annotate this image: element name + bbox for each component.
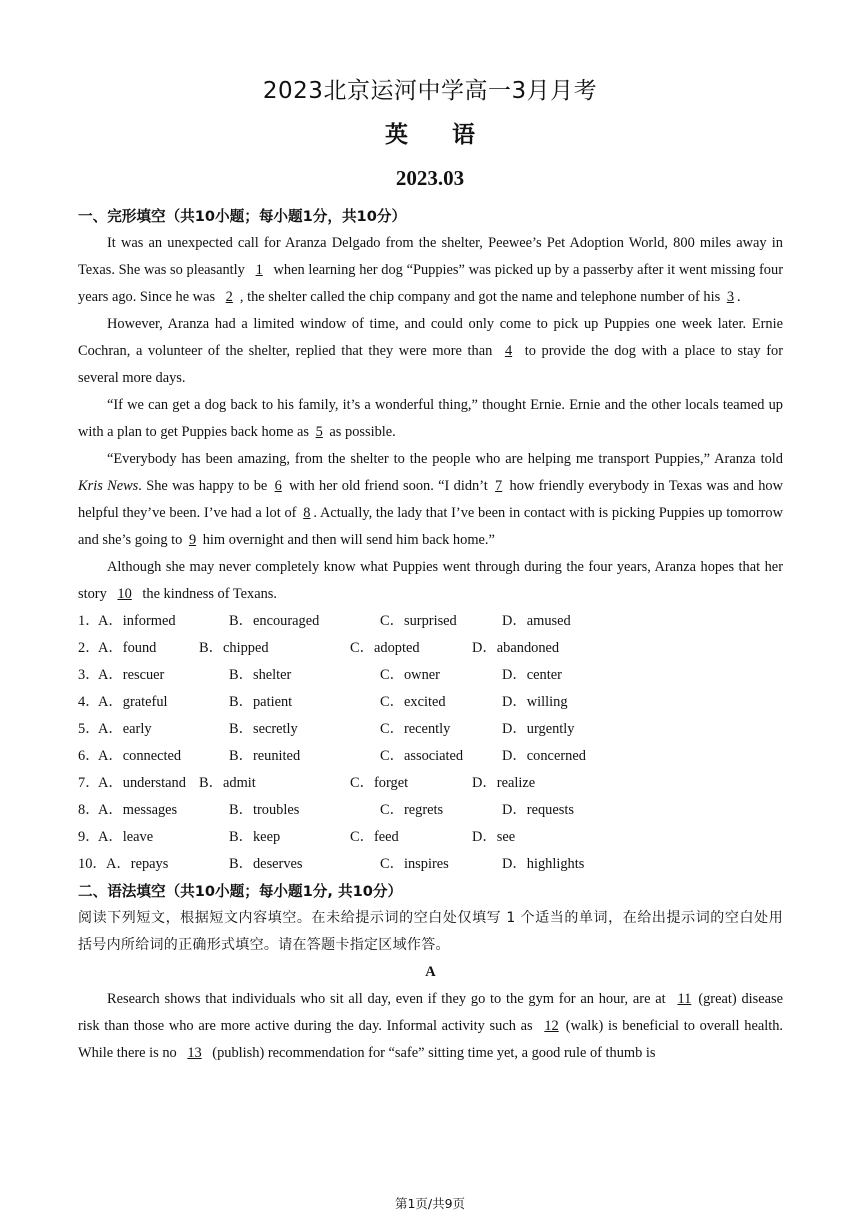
subject-char-2: 语: [452, 122, 475, 148]
option-row-6: 6． A．connected B．reunited C．associated D．concerned: [78, 748, 586, 764]
section2-instruction: 阅读下列短文，根据短文内容填空。在未给提示词的空白处仅填写 1 个适当的单词，在给出提示词的空白处用括号内所给词的正确形式填空。请在答题卡指定区域作答。: [78, 910, 783, 953]
section1-heading: 一、完形填空（共10小题；每小题1分，共10分）: [78, 208, 407, 225]
option-row-10: 10． A．repays B．deserves C．inspires D．highlights: [78, 856, 585, 872]
option-row-9: 9． A．leave B．keep C．feed D．see: [78, 829, 516, 845]
cloze-paragraph-3: “If we can get a dog back to his family, it’s a wonderful thing,” thought Ernie. Ernie and the other locals teamed up with a plan to get Puppies back home as 5 as possible.: [78, 397, 783, 440]
subject-title: [0, 116, 860, 149]
cloze-paragraph-5: Although she may never completely know what Puppies went through during the four years, Aranza hopes that her story 10 the kindness of Texans.: [78, 559, 783, 602]
cloze-paragraph-2: However, Aranza had a limited window of time, and could only come to pick up Puppies one week later. Ernie Cochran, a volunteer of the shelter, replied that they were more than 4 to provide the dog with a place to stay for several more days.: [78, 316, 784, 386]
part-a-label: A: [425, 964, 436, 980]
blank-7: 7: [495, 478, 503, 494]
option-row-7: 7． A．understand B．admit C．forget D．realize: [78, 775, 536, 791]
option-row-8: 8． A．messages B．troubles C．regrets D．requests: [78, 802, 574, 818]
option-row-1: 1． A．informed B．encouraged C．surprised D．amused: [78, 613, 571, 629]
blank-10: 10: [117, 586, 132, 602]
subject-char-1: 英: [385, 122, 408, 148]
blank-8: 8: [303, 505, 311, 521]
option-row-3: 3． A．rescuer B．shelter C．owner D．center: [78, 667, 562, 683]
option-row-5: 5． A．early B．secretly C．recently D．urgently: [78, 721, 575, 737]
blank-11: 11: [677, 991, 692, 1007]
blank-3: 3: [726, 289, 735, 305]
cloze-paragraph-1: It was an unexpected call for Aranza Delgado from the shelter, Peewee’s Pet Adoption World, 800 miles away in Texas. She was so pleasantly 1 when learning her dog “Puppies” was picked up by a passerby after it went missing four years ago. Since he was 2 , the shelter called the chip company and got the name and telephone number of his 3 .: [78, 235, 783, 305]
option-row-2: 2． A．found B．chipped C．adopted D．abandoned: [78, 640, 560, 656]
options-list: [78, 608, 783, 878]
blank-5: 5: [315, 424, 323, 440]
kris-news: Kris News: [78, 478, 139, 494]
grammar-paragraph-1: Research shows that individuals who sit all day, even if they go to the gym for an hour, are at 11 (great) disease risk than those who are more active during the day. Informal activity such as 12 (walk) is beneficial to overall health. While there is no 13 (publish) recommendation for “safe” sitting time yet, a good rule of thumb is: [78, 991, 784, 1061]
page-footer: 第1页/共9页: [394, 1196, 466, 1211]
blank-6: 6: [274, 478, 282, 494]
blank-9: 9: [188, 532, 197, 548]
blank-1: 1: [255, 262, 263, 278]
blank-12: 12: [544, 1018, 559, 1034]
cloze-paragraph-4: “Everybody has been amazing, from the shelter to the people who are helping me transport Puppies,” Aranza told Kris News. She was happy to be 6 with her old friend soon. “I didn’t 7 how friendly everybody in Texas was and how helpful they’ve been. I’ve had a lot of 8 . Actually, the lady that I’ve been in contact with is picking Puppies up tomorrow and she’s going to 9 him overnight and then will send him back home.”: [78, 451, 784, 548]
exam-content: [78, 203, 783, 1067]
section2-heading: 二、语法填空（共10小题；每小题1分, 共10分）: [78, 883, 403, 900]
exam-date: 2023.03: [395, 166, 465, 190]
blank-2: 2: [225, 289, 233, 305]
blank-4: 4: [504, 343, 513, 359]
exam-title: 2023北京运河中学高一3月月考: [262, 78, 598, 104]
option-row-4: 4． A．grateful B．patient C．excited D．willing: [78, 694, 568, 710]
blank-13: 13: [187, 1045, 202, 1061]
